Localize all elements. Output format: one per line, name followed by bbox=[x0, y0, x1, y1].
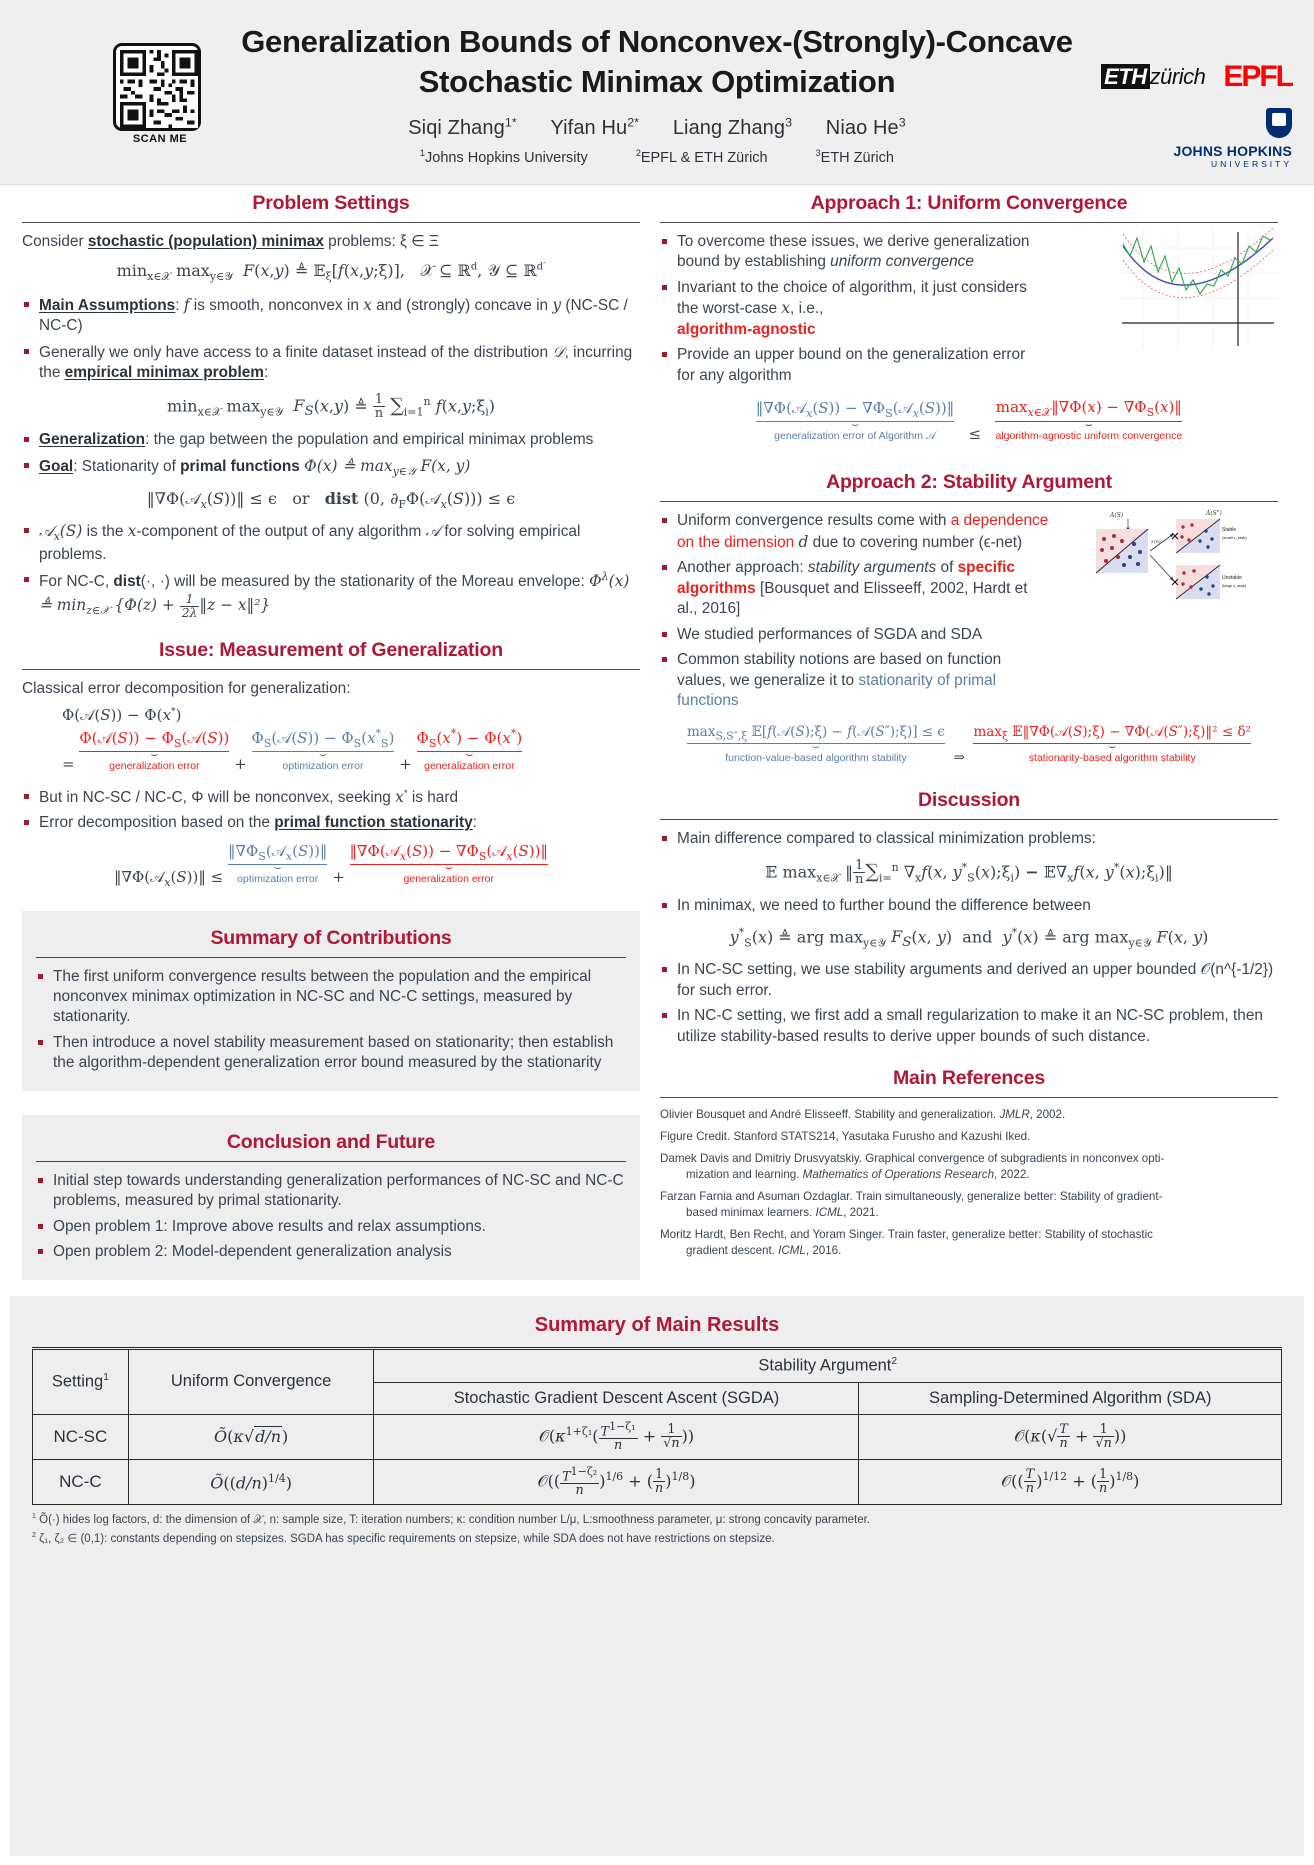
author: Niao He$^3$ bbox=[825, 115, 906, 139]
header-uniform-convergence: Uniform Convergence bbox=[128, 1349, 374, 1415]
label-a-s: A(S) bbox=[1110, 512, 1124, 520]
qr-caption: SCAN ME bbox=[132, 133, 188, 145]
label-unstable: Unstable bbox=[1222, 575, 1242, 582]
equation-classical-decomposition: Φ(𝒜(S)) − Φ(x*) = Φ(𝒜(S)) − $\Phi_S(𝒜(S))$ ⌣ generalization error + $\Phi_S(𝒜(S)) - \Phi_S(x^*_S)$ ⌣ optimization error + $\Phi_S(x^*) - \Phi(x^*)$ ⌣ generalization error bbox=[62, 705, 523, 773]
list-item: Open problem 1: Improve above results and relax assumptions. bbox=[36, 1217, 626, 1237]
header-setting: Setting$^1$ bbox=[33, 1349, 129, 1415]
list-item: Main Assumptions: f is smooth, nonconvex in x and (strongly) concave in y (NC-SC / NC-C) bbox=[22, 295, 640, 337]
header-sgda: Stochastic Gradient Descent Ascent (SGDA) bbox=[374, 1382, 859, 1414]
cell-setting: NC-SC bbox=[33, 1414, 129, 1459]
reference-item: Farzan Farnia and Asuman Ozdaglar. Train simultaneously, generalize better: Stability of gradient- based minimax learners. ICML, 2021. bbox=[660, 1190, 1163, 1220]
footnote: $^2$ ζ₁, ζ₂ ∈ (0,1): constants depending on stepsizes. SGDA has specific requirements on stepsize, while SDA does not have restrictions on stepsize. bbox=[32, 1530, 775, 1545]
list-item: Generalization: the gap between the population and empirical minimax problems bbox=[22, 430, 640, 450]
eth-zurich-logo: ETH zürich bbox=[1101, 64, 1205, 90]
jhu-subname: UNIVERSITY bbox=[1210, 159, 1292, 169]
list-item: In minimax, we need to further bound the difference between bbox=[660, 896, 1278, 916]
label-unstable-sub: (large ε_stab) bbox=[1222, 583, 1247, 589]
list-item: Goal: Stationarity of primal functions Φ(x) ≜ $\max_{y\in 𝒴} F(x$, y) bbox=[22, 456, 640, 480]
results-table bbox=[32, 1347, 1282, 1505]
author: Liang Zhang$^3$ bbox=[672, 115, 793, 139]
list-item: Uniform convergence results come with a dependence on the dimension d due to covering number (ϵ-net) bbox=[660, 511, 1052, 553]
term-stationarity-stability: $\max_\xi$ 𝔼‖∇Φ(𝒜(S);ξ) − ∇Φ(𝒜(S″);ξ)‖² ≤ δ² ⌣ stationarity-based algorithm stability bbox=[973, 723, 1252, 765]
table-row bbox=[33, 1414, 1282, 1459]
list-item: But in NC-SC / NC-C, Φ will be nonconvex, seeking x* is hard bbox=[22, 787, 640, 808]
problem-settings-bullets-3 bbox=[22, 521, 640, 620]
poster-header bbox=[0, 0, 1314, 185]
stability-argument-figure bbox=[1088, 507, 1278, 632]
equation-goal-stationarity: ‖∇Φ(𝒜$_x$(S))‖ ≤ ϵ or dist (0, $\partial_F\Phi(𝒜_x(S))) \le \epsilon$ bbox=[146, 488, 516, 511]
jhu-name: JOHNS HOPKINS bbox=[1173, 143, 1292, 159]
author: Siqi Zhang$^{1*}$ bbox=[408, 115, 517, 139]
issue-intro: Classical error decomposition for generalization: bbox=[22, 680, 351, 698]
list-item: Provide an upper bound on the generalization error for any algorithm bbox=[660, 345, 1042, 386]
reference-list bbox=[660, 1107, 1278, 1259]
section-contributions bbox=[22, 911, 640, 1091]
term-generalization-error-2: $\Phi_S(x^*) - \Phi(x^*)$ ⌣ generalization error bbox=[416, 726, 523, 772]
term-function-value-stability: $\max_{S,S'',\xi}$ 𝔼[f(𝒜(S);ξ) − f(𝒜(S″);ξ)] ≤ ϵ ⌣ function-value-based algorithm stability bbox=[686, 723, 945, 765]
label-a-sn: A(S") bbox=[1206, 510, 1222, 518]
divider bbox=[660, 501, 1278, 502]
list-item: We studied performances of SGDA and SDA bbox=[660, 625, 1052, 645]
list-item: Generally we only have access to a finite dataset instead of the distribution 𝒟, incurring the empirical minimax problem: bbox=[22, 342, 640, 384]
divider bbox=[660, 222, 1278, 223]
term-gen-error-algorithm: ‖∇Φ(𝒜$_x$(S)) − $\nabla\Phi_S(𝒜_x(S))‖$ ⌣ generalization error of Algorithm 𝒜 bbox=[755, 399, 955, 443]
divider bbox=[22, 222, 640, 223]
term-uniform-convergence: $\max_{x\in 𝒳}‖\nabla\Phi(x)$ − $\nabla\Phi_S(x)‖$ ⌣ algorithm-agnostic uniform convergence bbox=[995, 398, 1183, 443]
divider bbox=[36, 957, 626, 958]
author: Yifan $Hu^{2*}$ bbox=[550, 115, 640, 139]
list-item: In NC-C setting, we first add a small regularization to make it an NC-SC problem, then utilize stability-based results to derive upper bounds of such distance. bbox=[660, 1006, 1278, 1047]
header-sda: Sampling-Determined Algorithm (SDA) bbox=[859, 1382, 1282, 1414]
section-conclusion bbox=[22, 1115, 640, 1280]
list-item: Another approach: stability arguments of specific algorithms [Bousquet and Elisseeff, 2002, Hardt et al., 2016] bbox=[660, 558, 1052, 619]
list-item: Error decomposition based on the primal function stationarity: bbox=[22, 813, 640, 833]
equation-argmax-definitions: $y^*_S(x)$ ≜ arg $\max_{y\in 𝒴} F_S(x$, y) and y*(x) ≜ arg $\max_{y\in 𝒴} F(x$, y) bbox=[729, 925, 1209, 951]
reference-item: Moritz Hardt, Ben Recht, and Yoram Singer. Train faster, generalize better: Stability of stochastic gradient descent. ICML, 2016. bbox=[660, 1228, 1153, 1258]
label-z-n: z(n) bbox=[1151, 539, 1161, 546]
divider bbox=[660, 819, 1278, 820]
list-item: The first uniform convergence results between the population and the empirical nonconvex minimax optimization in NC-SC and NC-C settings, measured by stationarity. bbox=[36, 967, 626, 1028]
section-discussion bbox=[660, 783, 1278, 1047]
list-item: For NC-C, dist(·, ·) will be measured by the stationarity of the Moreau envelope: $\Phi^\lambda(x)$ ≜ $\min_{z\in 𝒳} \{\Phi(z)$ + $\frac{1}{2\lambda}$ ‖z − x‖²} bbox=[22, 570, 640, 619]
equation-stability-notions: $\max_{S,S'',\xi}$ 𝔼[f(𝒜(S);ξ) − f(𝒜(S″);ξ)] ≤ ϵ ⌣ function-value-based algorithm stability ⇒ $\max_\xi$ 𝔼‖∇Φ(𝒜(S);ξ) − ∇Φ(𝒜(S″);ξ)‖² ≤ δ² ⌣ stationarity-based algorithm stability bbox=[686, 723, 1252, 766]
equation-uniform-convergence: ‖∇Φ(𝒜$_x$(S)) − $\nabla\Phi_S(𝒜_x(S))‖$ ⌣ generalization error of Algorithm 𝒜 ≤ $\max_{x\in 𝒳}‖\nabla\Phi(x)$ − $\nabla\Phi_S(x)‖$ ⌣ algorithm-agnostic uniform convergence bbox=[755, 398, 1183, 444]
section-heading: Discussion bbox=[917, 789, 1021, 812]
poster-body bbox=[0, 186, 1314, 1296]
affiliation: $^3$ETH Zürich bbox=[815, 148, 894, 166]
section-references bbox=[660, 1061, 1278, 1259]
cell-sgda: $𝒪(\kappa^{1+\zeta_1}$( $\frac{T^{1-\zeta_1}}{n}$ + $\frac{1}{√n}$ )) bbox=[374, 1414, 859, 1459]
list-item: In NC-SC setting, we use stability arguments and derived an upper bounded 𝒪(n^{-1/2}) for such error. bbox=[660, 960, 1278, 1001]
term-optimization-error-1: $\Phi_S(𝒜(S)) - \Phi_S(x^*_S)$ ⌣ optimization error bbox=[251, 726, 395, 772]
discussion-bullets-2 bbox=[660, 896, 1278, 916]
table-row bbox=[33, 1459, 1282, 1504]
label-stable: Stable bbox=[1222, 527, 1237, 534]
reference-item: Olivier Bousquet and André Elisseeff. Stability and generalization. JMLR, 2002. bbox=[660, 1108, 1066, 1122]
section-heading: Approach 2: Stability Argument bbox=[826, 471, 1112, 494]
qr-code-block bbox=[113, 43, 207, 145]
term-generalization-error-3: ‖∇Φ(𝒜$_x$(S)) − $\nabla\Phi_S(𝒜_x(S))‖$ ⌣ generalization error bbox=[349, 841, 548, 885]
section-approach-2 bbox=[660, 465, 1278, 765]
footnote: $^1$ Õ(·) hides log factors, d: the dimension of 𝒳, n: sample size, T: iteration numbers; κ: condition number L/μ, L:smoothness parameter, μ: strong concavity parameter. bbox=[32, 1511, 871, 1526]
discussion-bullets-1 bbox=[660, 829, 1278, 849]
cell-uniform: $Õ((d/n)^{1/4})$ bbox=[128, 1459, 374, 1504]
affiliation: $^2$EPFL & ETH Zürich bbox=[635, 148, 768, 166]
section-heading: Summary of Contributions bbox=[210, 926, 452, 949]
cell-sda: 𝒪(( $\frac{T}{n}$ )$^{1/12}$ + ( $\frac{1}{n}$ )$^{1/8}$) bbox=[859, 1459, 1282, 1504]
title-line-1: Generalization Bounds of Nonconvex-(Strongly)-Concave bbox=[241, 24, 1073, 59]
divider bbox=[660, 1097, 1278, 1098]
header-stability-argument: Stability Argument$^2$ bbox=[374, 1349, 1282, 1383]
list-item: Initial step towards understanding generalization performances of NC-SC and NC-C problems, measured by primal stationarity. bbox=[36, 1171, 626, 1212]
jhu-shield-icon bbox=[1266, 108, 1292, 138]
divider bbox=[22, 669, 640, 670]
affiliation: $^1$Johns Hopkins University bbox=[420, 148, 588, 166]
approach1-bullets bbox=[660, 232, 1042, 386]
table-footnotes bbox=[32, 1512, 1282, 1547]
qr-code-image[interactable] bbox=[113, 43, 201, 131]
table-header-row bbox=[33, 1349, 1282, 1383]
section-approach-1 bbox=[660, 186, 1278, 443]
conclusion-bullets bbox=[36, 1171, 626, 1263]
cell-uniform: Õ(κ√d/n) bbox=[128, 1414, 374, 1459]
reference-item: Damek Davis and Dmitriy Drusvyatskiy. Graphical convergence of subgradients in nonconvex opti- mization and learning. Mathematics of Operations Research, 2022. bbox=[660, 1152, 1165, 1182]
problem-settings-bullets-2 bbox=[22, 430, 640, 479]
section-heading: Approach 1: Uniform Convergence bbox=[810, 192, 1128, 214]
cell-sda: 𝒪(κ(√ $\frac{T}{n}$ + $\frac{1}{√n}$ )) bbox=[859, 1414, 1282, 1459]
cell-setting: NC-C bbox=[33, 1459, 129, 1504]
equation-population-minimax: $\min_{x\in 𝒳} \max_{y\in 𝒴} F(x,y)$ ≜ 𝔼$_\xi$[f(x,y;ξ)], 𝒳 ⊆ ℝ$^d$, 𝒴 ⊆ ℝ$^{d'}$ bbox=[116, 261, 546, 284]
divider bbox=[36, 1161, 626, 1162]
list-item: Then introduce a novel stability measurement based on stationarity; then establish the algorithm-dependent generalization error bound measured by the stationarity bbox=[36, 1033, 626, 1074]
contributions-bullets bbox=[36, 967, 626, 1074]
list-item: To overcome these issues, we derive generalization bound by establishing uniform convergence bbox=[660, 232, 1042, 273]
list-item: 𝒜$_x$(S) is the x-component of the output of any algorithm 𝒜 for solving empirical problems. bbox=[22, 521, 640, 565]
equation-minimax-difference: 𝔼 $\max_{x\in 𝒳}$ ‖ $\frac{1}{n}$ $\sum_{i=}^n$ $\nabla_xf(x$, $y^*_S(x);\xi_i$) − $𝔼\nabla_xf(x$, $y^*(x);\xi_i)‖$ bbox=[765, 857, 1173, 887]
section-heading: Conclusion and Future bbox=[226, 1130, 436, 1153]
epfl-logo: EPFL bbox=[1223, 60, 1292, 93]
reference-item: Figure Credit. Stanford STATS214, Yasutaka Furusho and Kazushi Iked. bbox=[660, 1130, 1031, 1144]
section-heading: Main References bbox=[893, 1067, 1045, 1090]
johns-hopkins-logo bbox=[1042, 108, 1292, 169]
term-generalization-error-1: Φ(𝒜(S)) − $\Phi_S(𝒜(S))$ ⌣ generalization error bbox=[79, 728, 230, 772]
equation-empirical-minimax: $\min_{x\in 𝒳} \max_{y\in 𝒴} F_S(x,y)$ ≜ $\frac{1}{n}$ $\sum_{i=1}^n$ $f(x,y;\xi_i)$ bbox=[166, 391, 496, 422]
logo-group bbox=[1042, 60, 1292, 169]
intro-paragraph: Consider stochastic (population) minimax problems: ξ ∈ Ξ bbox=[22, 233, 439, 250]
cell-sgda: 𝒪(( $\frac{T^{1-\zeta_2}}{n}$ )$^{1/6}$ + ( $\frac{1}{n}$ )$^{1/8}$) bbox=[374, 1459, 859, 1504]
issue-bullets bbox=[22, 787, 640, 834]
list-item: Main difference compared to classical minimization problems: bbox=[660, 829, 1278, 849]
section-heading: Issue: Measurement of Generalization bbox=[159, 639, 503, 662]
title-line-2: Stochastic Minimax Optimization bbox=[418, 63, 896, 99]
problem-settings-bullets bbox=[22, 295, 640, 384]
section-heading: Problem Settings bbox=[252, 192, 410, 214]
right-column bbox=[660, 186, 1278, 1273]
section-issue-measurement bbox=[22, 633, 640, 888]
section-heading: Summary of Main Results bbox=[534, 1314, 780, 1336]
section-summary-results bbox=[10, 1296, 1304, 1856]
label-stable-sub: (small ε_stab) bbox=[1222, 535, 1247, 541]
equation-stationarity-decomposition: ‖∇Φ(𝒜$_x$(S))‖ ≤ $‖\nabla\Phi_S(𝒜_x(S))‖$ ⌣ optimization error + ‖∇Φ(𝒜$_x$(S)) − $\nabla\Phi_S(𝒜_x(S))‖$ ⌣ generalization error bbox=[113, 841, 548, 889]
list-item: Common stability notions are based on function values, we generalize it to stationarity of primal functions bbox=[660, 650, 1052, 711]
discussion-bullets-3 bbox=[660, 960, 1278, 1047]
left-column bbox=[22, 186, 640, 1294]
list-item: Open problem 2: Model-dependent generalization analysis bbox=[36, 1242, 626, 1262]
list-item: Invariant to the choice of algorithm, it just considers the worst-case x, i.e., algorithm-agnostic bbox=[660, 278, 1042, 340]
approach2-bullets bbox=[660, 511, 1052, 711]
uniform-convergence-figure bbox=[1118, 228, 1278, 348]
section-problem-settings bbox=[22, 186, 640, 619]
term-optimization-error-2: $‖\nabla\Phi_S(𝒜_x(S))‖$ ⌣ optimization error bbox=[227, 841, 328, 885]
